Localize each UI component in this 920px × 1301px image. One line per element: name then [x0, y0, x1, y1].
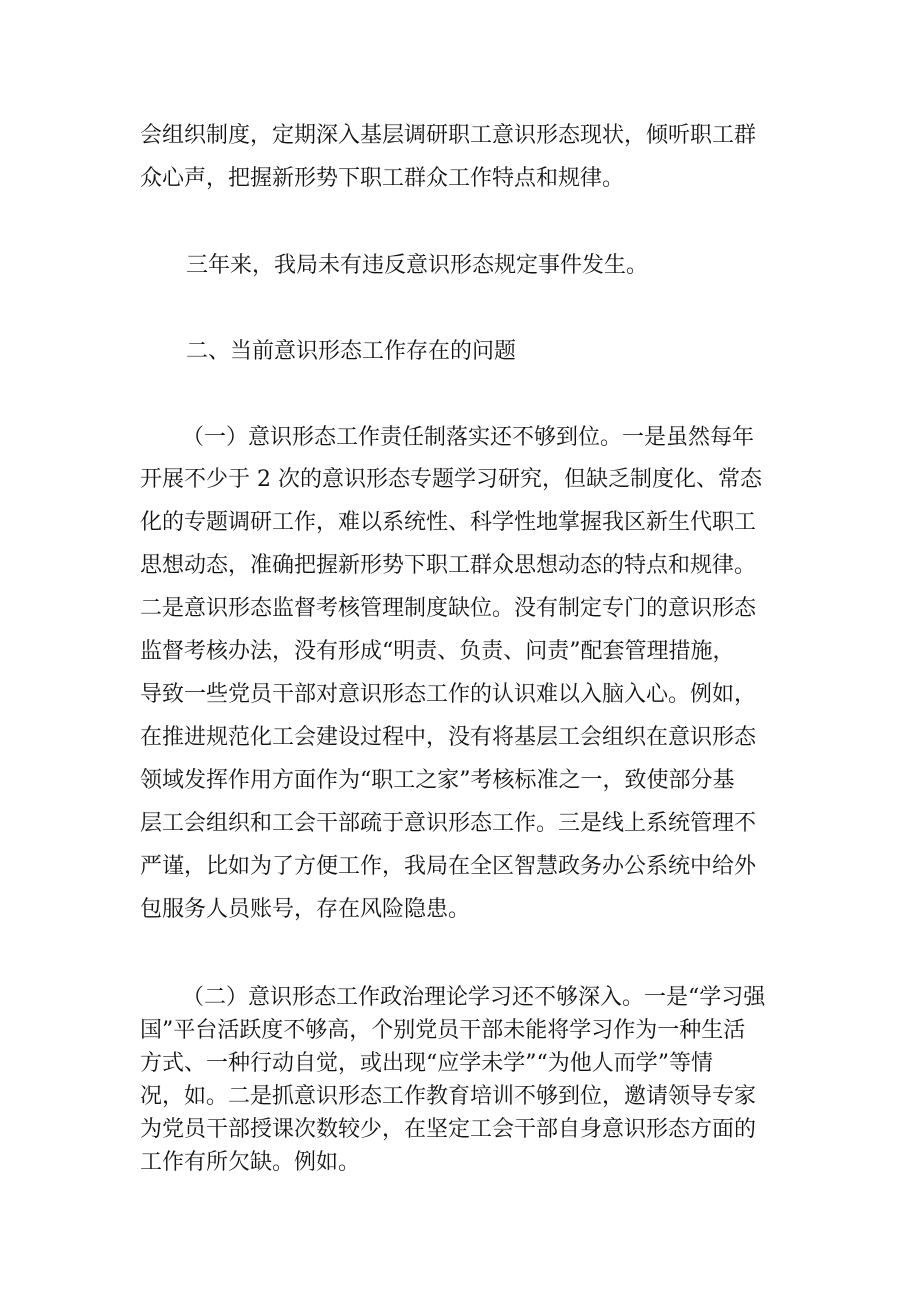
paragraph-1-line-8: 在推进规范化工会建设过程中，没有将基层工会组织在意识形态 [140, 725, 757, 750]
paragraph-1-line-1: （一）意识形态工作责任制落实还不够到位。一是虽然每年 [182, 425, 755, 450]
paragraph-1-line-5: 二是意识形态监督考核管理制度缺位。没有制定专门的意识形态 [140, 596, 757, 621]
paragraph-1-line-7: 导致一些党员干部对意识形态工作的认识难以入脑入心。例如， [140, 682, 757, 707]
section-heading: 二、当前意识形态工作存在的问题 [186, 339, 517, 364]
paragraph-1-line-12: 包服务人员账号，存在风险隐患。 [140, 897, 471, 922]
paragraph-2-line-3: 方式、一种行动自觉，或出现“应学未学”“为他人而学”等情 [140, 1051, 713, 1076]
paragraph-2-line-6: 工作有所欠缺。例如。 [140, 1150, 361, 1175]
text-line-2: 众心声，把握新形势下职工群众工作特点和规律。 [140, 166, 625, 191]
paragraph-1-line-9: 领域发挥作用方面作为“职工之家”考核标准之一，致使部分基 [140, 768, 735, 793]
paragraph-2-line-1: （二）意识形态工作政治理论学习还不够深入。一是“学习强 [182, 985, 766, 1010]
paragraph-2-line-2: 国”平台活跃度不够高，个别党员干部未能将学习作为一种生活 [140, 1018, 746, 1043]
text-line-1: 会组织制度，定期深入基层调研职工意识形态现状，倾听职工群 [140, 123, 757, 148]
paragraph-1-line-6: 监督考核办法，没有形成“明责、负责、问责”配套管理措施， [140, 639, 735, 664]
paragraph-1-line-11: 严谨，比如为了方便工作，我局在全区智慧政务办公系统中给外 [140, 854, 757, 879]
paragraph-1-line-10: 层工会组织和工会干部疏于意识形态工作。三是线上系统管理不 [140, 811, 757, 836]
paragraph-1-line-2: 开展不少于 2 次的意识形态专题学习研究，但缺乏制度化、常态 [140, 467, 762, 492]
paragraph-2-line-4: 况，如。二是抓意识形态工作教育培训不够到位，邀请领导专家 [140, 1084, 757, 1109]
paragraph-2-line-5: 为党员干部授课次数较少，在坚定工会干部自身意识形态方面的 [140, 1117, 757, 1142]
summary-line: 三年来，我局未有违反意识形态规定事件发生。 [186, 253, 649, 278]
paragraph-1-line-3: 化的专题调研工作，难以系统性、科学性地掌握我区新生代职工 [140, 510, 757, 535]
paragraph-1-line-4: 思想动态，准确把握新形势下职工群众思想动态的特点和规律。 [140, 553, 757, 578]
